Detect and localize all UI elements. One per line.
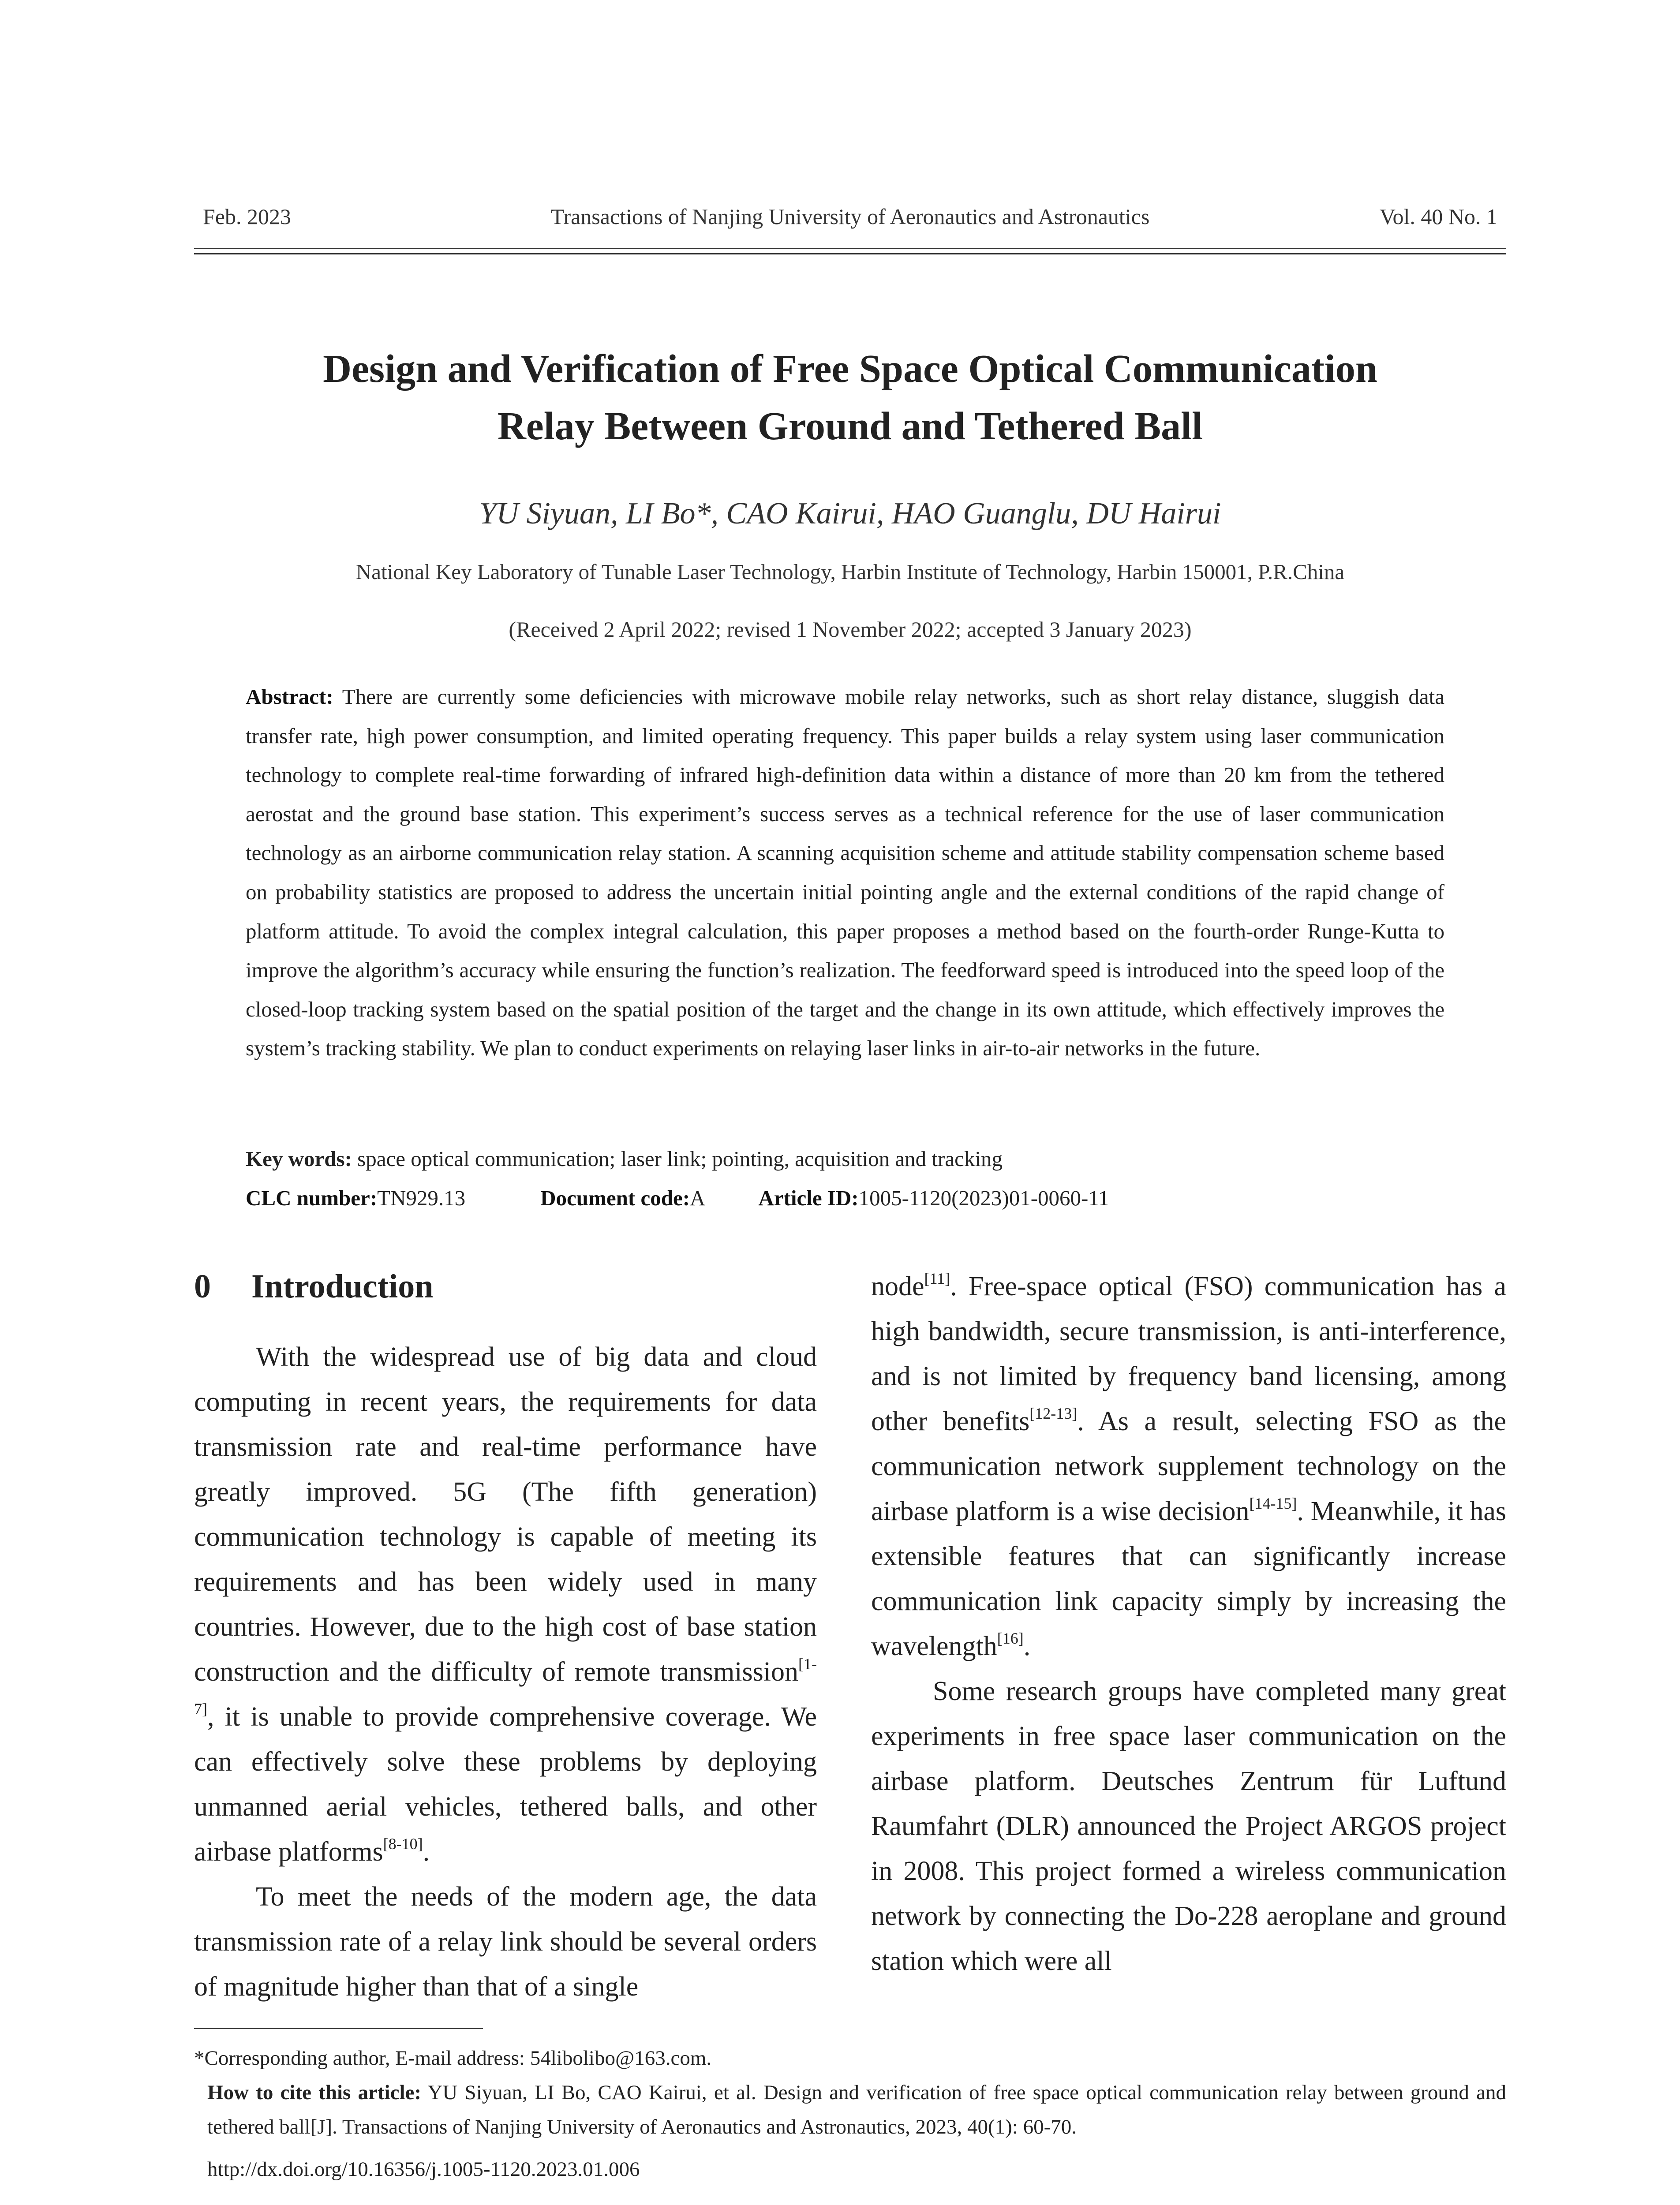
paragraph-text: . As a result, selecting FSO as the communication network supplement technology on the airbase platform is a wise decision <box>871 1406 1506 1526</box>
left-column <box>194 1334 817 2009</box>
citation: [11] <box>924 1270 950 1287</box>
cite-label: How to cite this article: <box>207 2081 422 2104</box>
paragraph <box>194 1874 817 2009</box>
paragraph <box>871 1264 1506 1669</box>
clc-label: CLC number: <box>246 1186 378 1210</box>
document-code-value: A <box>690 1186 706 1210</box>
right-column <box>871 1264 1506 1984</box>
running-header <box>194 204 1506 235</box>
paragraph-text: . Free-space optical (FSO) communication has a high bandwidth, secure transmission, is anti-interference, and is not limited by frequency band licensing, among other benefits <box>871 1271 1506 1436</box>
citation: [1-7] <box>194 1655 817 1718</box>
paper-title <box>194 340 1506 455</box>
citation: [8-10] <box>383 1835 423 1853</box>
section-number: 0 <box>194 1268 211 1305</box>
section-heading-wrap <box>194 1264 817 1334</box>
keywords <box>246 1146 1444 1171</box>
clc-value: TN929.13 <box>377 1186 466 1210</box>
volume-number: Vol. 40 No. 1 <box>1379 204 1497 229</box>
journal-name: Transactions of Nanjing University of Aeronautics and Astronautics <box>550 204 1150 229</box>
section-heading <box>194 1264 817 1309</box>
title-line: Relay Between Ground and Tethered Ball <box>497 404 1203 448</box>
paragraph-text: . <box>1023 1631 1031 1661</box>
article-id-label: Article ID: <box>758 1186 859 1210</box>
footnotes <box>194 2041 1506 2186</box>
abstract-label: Abstract: <box>246 684 333 709</box>
classification-line <box>246 1185 1444 1211</box>
cite-text: YU Siyuan, LI Bo, CAO Kairui, et al. Design and verification of free space optical communication relay between ground and tethered ball[J]. Transactions of Nanjing University of Aeronautics and Astronautics, 2023, 40(1): 60-70. <box>207 2081 1506 2138</box>
document-code-label: Document code: <box>540 1186 690 1210</box>
citation-note <box>194 2075 1506 2144</box>
paragraph-text: . <box>423 1837 430 1867</box>
citation: [14-15] <box>1249 1495 1297 1512</box>
paragraph-text: . Meanwhile, it has extensible features that can significantly increase communication link capacity simply by increasing the wavelength <box>871 1496 1506 1661</box>
keywords-label: Key words: <box>246 1147 352 1171</box>
article-id-value: 1005-1120(2023)01-0060-11 <box>858 1186 1109 1210</box>
keywords-text: space optical communication; laser link; pointing, acquisition and tracking <box>357 1147 1003 1171</box>
paragraph <box>871 1669 1506 1984</box>
paragraph-text: With the widespread use of big data and cloud computing in recent years, the requirements for data transmission rate and real-time performance have greatly improved. 5G (The fifth generation) communication technology is capable of meeting its requirements and has been widely used in many countries. However, due to the high cost of base station construction and the difficulty of remote transmission <box>194 1342 817 1687</box>
issue-date: Feb. 2023 <box>203 204 291 229</box>
header-rule <box>194 248 1506 249</box>
header-rule <box>194 253 1506 254</box>
paragraph-text: node <box>871 1271 924 1301</box>
citation: [16] <box>997 1629 1024 1647</box>
title-line: Design and Verification of Free Space Optical Communication <box>323 347 1377 391</box>
affiliation: National Key Laboratory of Tunable Laser Technology, Harbin Institute of Technology, Harbin 150001, P.R.China <box>355 560 1345 584</box>
citation: [12-13] <box>1029 1405 1078 1422</box>
abstract-text: There are currently some deficiencies with microwave mobile relay networks, such as short relay distance, sluggish data transfer rate, high power consumption, and limited operating frequency. This paper builds a relay system using laser communication technology to complete real-time forwarding of infrared high-definition data within a distance of more than 20 km from the tethered aerostat and the ground base station. This experiment’s success serves as a technical reference for the use of laser communication technology as an airborne communication relay station. A scanning acquisition scheme and attitude stability compensation scheme based on probability statistics are proposed to address the uncertain initial pointing angle and the external conditions of the rapid change of platform attitude. To avoid the complex integral calculation, this paper proposes a method based on the fourth-order Runge-Kutta to improve the algorithm’s accuracy while ensuring the function’s realization. The feedforward speed is introduced into the speed loop of the closed-loop tracking system based on the spatial position of the target and the change in its own attitude, which effectively improves the system’s tracking stability. We plan to conduct experiments on relaying laser links in air-to-air networks in the future. <box>246 684 1444 1061</box>
received-dates: (Received 2 April 2022; revised 1 November 2022; accepted 3 January 2023) <box>509 617 1192 642</box>
paragraph-text: To meet the needs of the modern age, the data transmission rate of a relay link should be several orders of magnitude higher than that of a single <box>194 1882 817 2002</box>
footnote-rule <box>194 2028 483 2029</box>
corresponding-author-note: *Corresponding author, E-mail address: 54libolibo@163.com. <box>194 2047 712 2070</box>
doi-link[interactable]: http://dx.doi.org/10.16356/j.1005-1120.2023.01.006 <box>207 2158 640 2181</box>
section-title: Introduction <box>251 1268 434 1305</box>
paragraph-text: , it is unable to provide comprehensive coverage. We can effectively solve these problems by deploying unmanned aerial vehicles, tethered balls, and other airbase platforms <box>194 1702 817 1867</box>
abstract <box>246 677 1444 1068</box>
author-list: YU Siyuan, LI Bo*, CAO Kairui, HAO Guanglu, DU Hairui <box>479 497 1221 531</box>
paragraph-text: Some research groups have completed many great experiments in free space laser communication on the airbase platform. Deutsches Zentrum für Luftund Raumfahrt (DLR) announced the Project ARGOS project in 2008. This project formed a wireless communication network by connecting the Do-228 aeroplane and ground station which were all <box>871 1676 1506 1976</box>
paragraph <box>194 1334 817 1874</box>
